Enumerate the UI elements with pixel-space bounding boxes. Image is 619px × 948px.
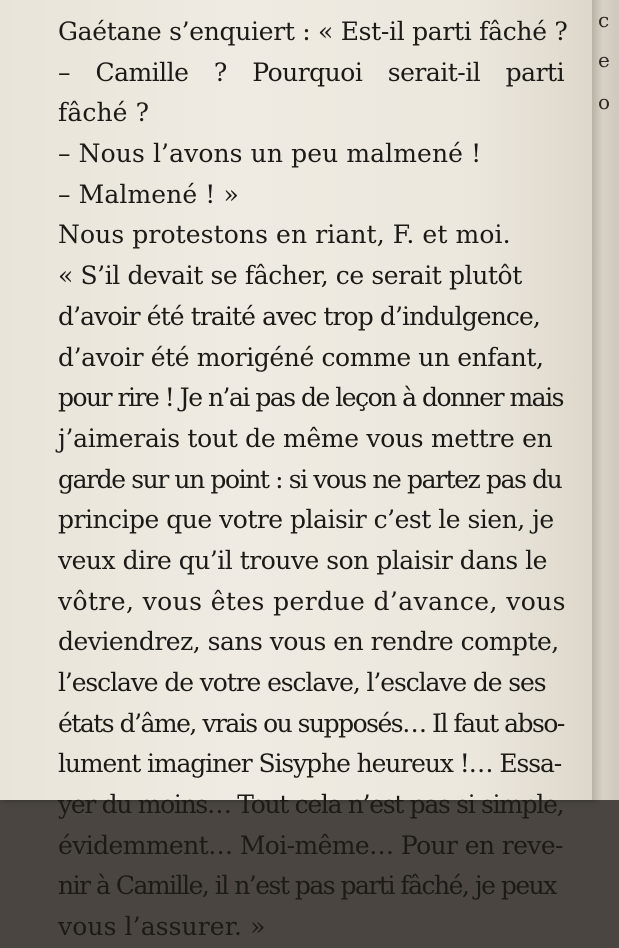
text-line: veux dire qu’il trouve son plaisir dans le <box>58 545 547 575</box>
next-page-glyph: c <box>598 8 610 32</box>
text-line: nir à Camille, il n’est pas parti fâché, je peux <box>58 871 556 901</box>
text-line: d’avoir été traité avec trop d’indulgence, <box>58 301 540 331</box>
text-line: d’avoir été morigéné comme un enfant, <box>58 342 544 372</box>
text-line: « S’il devait se fâcher, ce serait plutôt <box>58 261 522 291</box>
text-line: vôtre, vous êtes perdue d’avance, vous <box>58 586 566 616</box>
text-line: vous l’assurer. » <box>58 912 266 942</box>
text-line: Nous protestons en riant, F. et moi. <box>58 220 511 250</box>
text-line: garde sur un point : si vous ne partez pas du <box>58 464 562 494</box>
text-line: fâché ? <box>58 98 150 128</box>
text-line: pour rire ! Je n’ai pas de leçon à donner mais <box>58 383 563 413</box>
text-line: principe que votre plaisir c’est le sien, je <box>58 505 554 535</box>
next-page-edge <box>592 0 619 800</box>
text-line: états d’âme, vrais ou supposés… Il faut abso- <box>58 708 564 738</box>
text-line: évidemment… Moi-même… Pour en reve- <box>58 830 563 860</box>
text-line: deviendrez, sans vous en rendre compte, <box>58 627 559 657</box>
next-page-glyph: e <box>598 48 610 72</box>
text-line: lument imaginer Sisyphe heureux !… Essa- <box>58 749 562 779</box>
text-line: j’aimerais tout de même vous mettre en <box>58 423 553 453</box>
page-text <box>58 12 568 948</box>
text-line: yer du moins… Tout cela n’est pas si simple, <box>58 790 564 820</box>
text-line: – Malmené ! » <box>58 179 239 209</box>
text-line: – Camille ? Pourquoi serait-il parti <box>58 57 565 87</box>
text-line: – Nous l’avons un peu malmené ! <box>58 139 482 169</box>
next-page-glyph: o <box>598 90 611 114</box>
text-line: l’esclave de votre esclave, l’esclave de ses <box>58 668 546 697</box>
text-line: Gaétane s’enquiert : « Est-il parti fâché ? <box>58 17 568 46</box>
